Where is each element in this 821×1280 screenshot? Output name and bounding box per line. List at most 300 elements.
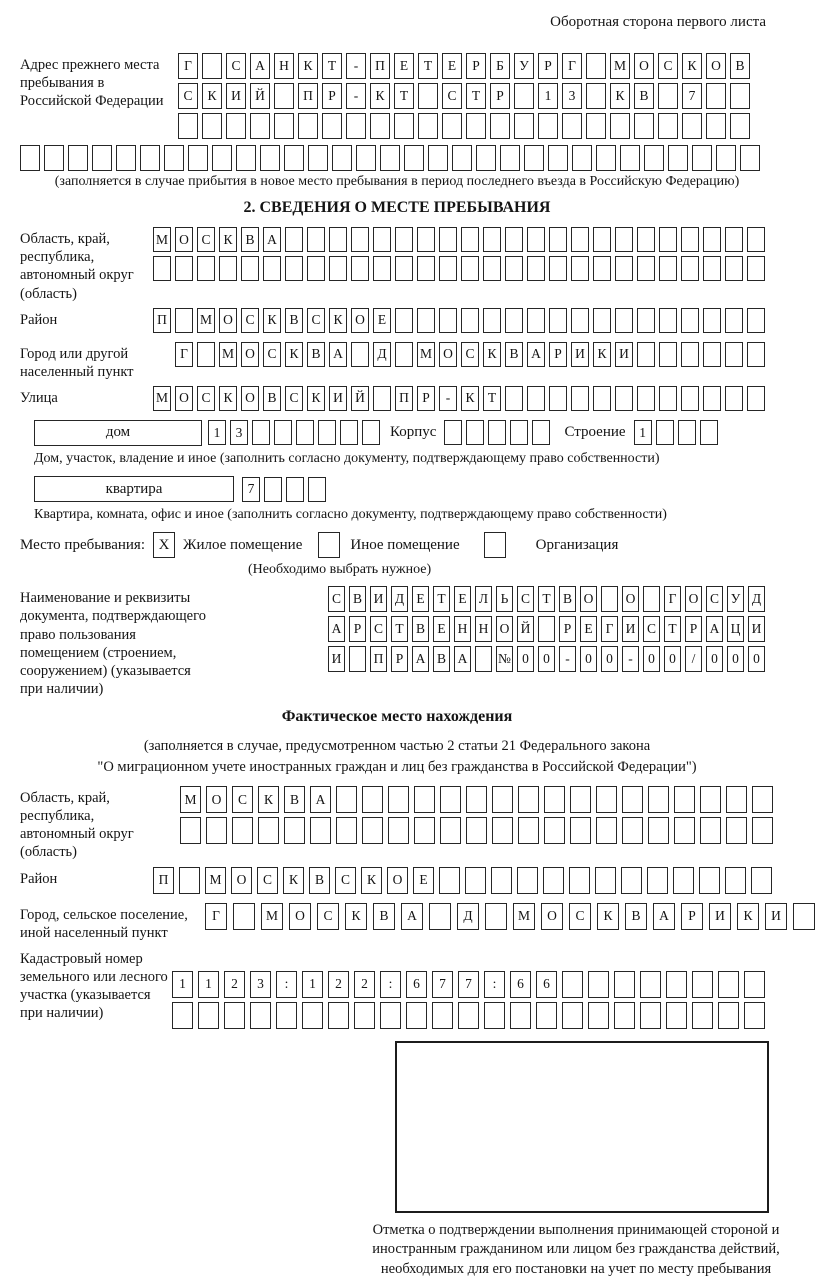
char-cell[interactable]: О (541, 903, 563, 930)
char-cell[interactable] (395, 342, 413, 367)
char-cell[interactable] (692, 145, 712, 171)
char-cell[interactable]: Т (418, 53, 438, 79)
char-cell[interactable] (730, 83, 750, 109)
char-cell[interactable]: О (706, 53, 726, 79)
char-cell[interactable] (678, 420, 696, 445)
checkbox-inoe[interactable] (318, 532, 340, 558)
char-cell[interactable] (588, 1002, 609, 1029)
char-cell[interactable]: 0 (727, 646, 744, 672)
char-cell[interactable] (593, 386, 611, 411)
char-cell[interactable] (681, 308, 699, 333)
char-cell[interactable] (517, 867, 538, 894)
char-cell[interactable] (395, 308, 413, 333)
char-cell[interactable] (452, 145, 472, 171)
char-cell[interactable]: А (328, 616, 345, 642)
char-cell[interactable] (643, 586, 660, 612)
char-cell[interactable]: М (417, 342, 435, 367)
char-cell[interactable]: 2 (328, 971, 349, 998)
char-cell[interactable]: Д (391, 586, 408, 612)
char-cell[interactable]: У (727, 586, 744, 612)
char-cell[interactable] (571, 308, 589, 333)
char-cell[interactable]: 7 (458, 971, 479, 998)
char-cell[interactable]: М (205, 867, 226, 894)
char-cell[interactable] (586, 83, 606, 109)
char-cell[interactable]: 0 (601, 646, 618, 672)
char-cell[interactable] (332, 145, 352, 171)
char-cell[interactable]: В (263, 386, 281, 411)
char-cell[interactable] (610, 113, 630, 139)
char-cell[interactable]: 1 (302, 971, 323, 998)
char-cell[interactable] (549, 308, 567, 333)
char-cell[interactable] (615, 308, 633, 333)
char-cell[interactable]: О (206, 786, 227, 813)
char-cell[interactable]: О (175, 386, 193, 411)
char-cell[interactable]: С (461, 342, 479, 367)
char-cell[interactable] (418, 83, 438, 109)
char-cell[interactable]: Г (178, 53, 198, 79)
char-cell[interactable]: К (682, 53, 702, 79)
char-cell[interactable] (179, 867, 200, 894)
char-cell[interactable]: К (483, 342, 501, 367)
char-cell[interactable]: Е (442, 53, 462, 79)
char-cell[interactable] (634, 113, 654, 139)
char-cell[interactable] (432, 1002, 453, 1029)
char-cell[interactable]: Ь (496, 586, 513, 612)
char-cell[interactable] (318, 420, 336, 445)
char-cell[interactable] (274, 420, 292, 445)
char-cell[interactable] (233, 903, 255, 930)
char-cell[interactable] (500, 145, 520, 171)
char-cell[interactable] (439, 227, 457, 252)
char-cell[interactable] (588, 971, 609, 998)
char-cell[interactable] (622, 817, 643, 844)
char-cell[interactable] (659, 256, 677, 281)
char-cell[interactable]: 6 (406, 971, 427, 998)
char-cell[interactable] (252, 420, 270, 445)
char-cell[interactable]: П (370, 646, 387, 672)
char-cell[interactable]: Г (205, 903, 227, 930)
char-cell[interactable] (648, 817, 669, 844)
char-cell[interactable] (740, 145, 760, 171)
char-cell[interactable] (668, 145, 688, 171)
char-cell[interactable]: К (361, 867, 382, 894)
char-cell[interactable] (336, 817, 357, 844)
char-cell[interactable] (285, 227, 303, 252)
char-cell[interactable] (614, 971, 635, 998)
char-cell[interactable] (373, 256, 391, 281)
char-cell[interactable]: - (559, 646, 576, 672)
char-cell[interactable]: Е (413, 867, 434, 894)
char-cell[interactable] (751, 867, 772, 894)
char-cell[interactable]: Г (601, 616, 618, 642)
char-cell[interactable] (726, 786, 747, 813)
char-cell[interactable]: О (580, 586, 597, 612)
char-cell[interactable]: Е (580, 616, 597, 642)
char-cell[interactable] (571, 227, 589, 252)
char-cell[interactable] (718, 971, 739, 998)
char-cell[interactable]: К (329, 308, 347, 333)
char-cell[interactable]: 0 (517, 646, 534, 672)
char-cell[interactable] (206, 817, 227, 844)
char-cell[interactable]: А (653, 903, 675, 930)
char-cell[interactable]: / (685, 646, 702, 672)
char-cell[interactable]: С (241, 308, 259, 333)
char-cell[interactable]: Г (562, 53, 582, 79)
char-cell[interactable] (647, 867, 668, 894)
char-cell[interactable] (569, 867, 590, 894)
char-cell[interactable]: Р (349, 616, 366, 642)
char-cell[interactable]: И (709, 903, 731, 930)
char-cell[interactable]: М (610, 53, 630, 79)
char-cell[interactable] (264, 477, 282, 502)
char-cell[interactable] (505, 227, 523, 252)
char-cell[interactable]: Т (664, 616, 681, 642)
char-cell[interactable] (637, 386, 655, 411)
char-cell[interactable] (659, 342, 677, 367)
char-cell[interactable] (440, 786, 461, 813)
char-cell[interactable] (527, 308, 545, 333)
char-cell[interactable]: В (412, 616, 429, 642)
char-cell[interactable] (250, 113, 270, 139)
char-cell[interactable]: В (241, 227, 259, 252)
char-cell[interactable]: К (285, 342, 303, 367)
char-cell[interactable] (659, 308, 677, 333)
char-cell[interactable]: Д (748, 586, 765, 612)
char-cell[interactable]: О (241, 342, 259, 367)
char-cell[interactable]: С (569, 903, 591, 930)
char-cell[interactable] (681, 386, 699, 411)
char-cell[interactable] (197, 342, 215, 367)
char-cell[interactable] (444, 420, 462, 445)
char-cell[interactable] (276, 1002, 297, 1029)
char-cell[interactable]: Н (475, 616, 492, 642)
char-cell[interactable]: 1 (198, 971, 219, 998)
char-cell[interactable] (615, 227, 633, 252)
char-cell[interactable] (351, 256, 369, 281)
char-cell[interactable]: С (328, 586, 345, 612)
char-cell[interactable] (362, 786, 383, 813)
char-cell[interactable] (747, 227, 765, 252)
char-cell[interactable] (485, 903, 507, 930)
char-cell[interactable] (703, 342, 721, 367)
char-cell[interactable] (395, 256, 413, 281)
char-cell[interactable]: Д (457, 903, 479, 930)
char-cell[interactable] (532, 420, 550, 445)
char-cell[interactable] (752, 786, 773, 813)
char-cell[interactable] (637, 308, 655, 333)
char-cell[interactable]: Е (454, 586, 471, 612)
char-cell[interactable] (601, 586, 618, 612)
char-cell[interactable] (614, 1002, 635, 1029)
char-cell[interactable]: А (401, 903, 423, 930)
char-cell[interactable]: Т (394, 83, 414, 109)
char-cell[interactable]: 1 (634, 420, 652, 445)
char-cell[interactable] (274, 83, 294, 109)
char-cell[interactable]: О (439, 342, 457, 367)
char-cell[interactable] (659, 386, 677, 411)
char-cell[interactable] (322, 113, 342, 139)
checkbox-org[interactable] (484, 532, 506, 558)
char-cell[interactable]: К (345, 903, 367, 930)
char-cell[interactable] (703, 227, 721, 252)
char-cell[interactable] (308, 145, 328, 171)
char-cell[interactable]: П (395, 386, 413, 411)
char-cell[interactable] (510, 1002, 531, 1029)
char-cell[interactable] (351, 227, 369, 252)
char-cell[interactable] (356, 145, 376, 171)
char-cell[interactable] (349, 646, 366, 672)
char-cell[interactable]: В (634, 83, 654, 109)
char-cell[interactable] (197, 256, 215, 281)
char-cell[interactable]: Е (412, 586, 429, 612)
char-cell[interactable] (747, 386, 765, 411)
char-cell[interactable]: К (219, 386, 237, 411)
char-cell[interactable] (593, 308, 611, 333)
char-cell[interactable]: В (373, 903, 395, 930)
char-cell[interactable]: Й (250, 83, 270, 109)
char-cell[interactable] (232, 817, 253, 844)
char-cell[interactable] (703, 256, 721, 281)
char-cell[interactable] (747, 342, 765, 367)
char-cell[interactable] (703, 308, 721, 333)
char-cell[interactable] (744, 1002, 765, 1029)
char-cell[interactable]: Ц (727, 616, 744, 642)
char-cell[interactable] (725, 227, 743, 252)
char-cell[interactable]: О (685, 586, 702, 612)
char-cell[interactable]: Р (681, 903, 703, 930)
char-cell[interactable]: В (433, 646, 450, 672)
char-cell[interactable]: 6 (536, 971, 557, 998)
char-cell[interactable] (439, 256, 457, 281)
char-cell[interactable] (388, 817, 409, 844)
char-cell[interactable]: И (622, 616, 639, 642)
char-cell[interactable] (514, 83, 534, 109)
char-cell[interactable] (681, 256, 699, 281)
char-cell[interactable] (404, 145, 424, 171)
char-cell[interactable] (620, 145, 640, 171)
char-cell[interactable]: М (513, 903, 535, 930)
char-cell[interactable]: 7 (432, 971, 453, 998)
char-cell[interactable] (571, 256, 589, 281)
char-cell[interactable] (681, 342, 699, 367)
char-cell[interactable]: О (289, 903, 311, 930)
char-cell[interactable]: 7 (242, 477, 260, 502)
char-cell[interactable] (596, 145, 616, 171)
char-cell[interactable] (544, 817, 565, 844)
char-cell[interactable] (572, 145, 592, 171)
char-cell[interactable] (461, 256, 479, 281)
char-cell[interactable] (700, 420, 718, 445)
char-cell[interactable] (442, 113, 462, 139)
char-cell[interactable] (439, 867, 460, 894)
char-cell[interactable]: 7 (682, 83, 702, 109)
char-cell[interactable] (380, 145, 400, 171)
char-cell[interactable] (659, 227, 677, 252)
char-cell[interactable]: В (307, 342, 325, 367)
char-cell[interactable]: А (310, 786, 331, 813)
char-cell[interactable] (644, 145, 664, 171)
char-cell[interactable] (725, 342, 743, 367)
char-cell[interactable]: В (505, 342, 523, 367)
char-cell[interactable] (483, 227, 501, 252)
char-cell[interactable] (586, 113, 606, 139)
char-cell[interactable] (518, 786, 539, 813)
char-cell[interactable] (140, 145, 160, 171)
char-cell[interactable] (198, 1002, 219, 1029)
char-cell[interactable] (429, 903, 451, 930)
char-cell[interactable] (505, 308, 523, 333)
char-cell[interactable] (658, 113, 678, 139)
char-cell[interactable] (380, 1002, 401, 1029)
char-cell[interactable] (621, 867, 642, 894)
char-cell[interactable]: С (442, 83, 462, 109)
char-cell[interactable]: О (231, 867, 252, 894)
char-cell[interactable] (428, 145, 448, 171)
char-cell[interactable]: С (178, 83, 198, 109)
char-cell[interactable] (615, 386, 633, 411)
char-cell[interactable]: : (380, 971, 401, 998)
char-cell[interactable]: И (370, 586, 387, 612)
char-cell[interactable] (373, 386, 391, 411)
char-cell[interactable] (212, 145, 232, 171)
char-cell[interactable] (440, 817, 461, 844)
char-cell[interactable] (518, 817, 539, 844)
char-cell[interactable]: Р (549, 342, 567, 367)
char-cell[interactable] (175, 256, 193, 281)
char-cell[interactable] (296, 420, 314, 445)
char-cell[interactable]: Н (454, 616, 471, 642)
char-cell[interactable]: 0 (748, 646, 765, 672)
char-cell[interactable]: Р (685, 616, 702, 642)
char-cell[interactable]: - (622, 646, 639, 672)
char-cell[interactable] (548, 145, 568, 171)
char-cell[interactable] (716, 145, 736, 171)
char-cell[interactable] (260, 145, 280, 171)
char-cell[interactable]: К (610, 83, 630, 109)
char-cell[interactable]: А (706, 616, 723, 642)
char-cell[interactable]: Д (373, 342, 391, 367)
char-cell[interactable]: К (593, 342, 611, 367)
char-cell[interactable] (491, 867, 512, 894)
char-cell[interactable] (483, 308, 501, 333)
char-cell[interactable]: Р (391, 646, 408, 672)
char-cell[interactable] (514, 113, 534, 139)
char-cell[interactable] (250, 1002, 271, 1029)
char-cell[interactable]: Р (466, 53, 486, 79)
char-cell[interactable] (730, 113, 750, 139)
char-cell[interactable] (458, 1002, 479, 1029)
char-cell[interactable]: 0 (706, 646, 723, 672)
char-cell[interactable] (153, 256, 171, 281)
char-cell[interactable]: : (484, 971, 505, 998)
char-cell[interactable] (476, 145, 496, 171)
char-cell[interactable] (703, 386, 721, 411)
char-cell[interactable] (414, 786, 435, 813)
char-cell[interactable] (116, 145, 136, 171)
char-cell[interactable] (284, 817, 305, 844)
char-cell[interactable]: И (328, 646, 345, 672)
char-cell[interactable] (484, 1002, 505, 1029)
char-cell[interactable]: П (298, 83, 318, 109)
char-cell[interactable]: О (496, 616, 513, 642)
char-cell[interactable]: - (346, 53, 366, 79)
char-cell[interactable]: 0 (664, 646, 681, 672)
char-cell[interactable]: К (597, 903, 619, 930)
char-cell[interactable]: 0 (580, 646, 597, 672)
char-cell[interactable] (700, 817, 721, 844)
char-cell[interactable] (346, 113, 366, 139)
char-cell[interactable] (682, 113, 702, 139)
char-cell[interactable]: К (461, 386, 479, 411)
char-cell[interactable]: И (765, 903, 787, 930)
char-cell[interactable] (310, 817, 331, 844)
char-cell[interactable] (286, 477, 304, 502)
char-cell[interactable]: Г (175, 342, 193, 367)
char-cell[interactable]: А (329, 342, 347, 367)
char-cell[interactable] (263, 256, 281, 281)
char-cell[interactable]: М (153, 386, 171, 411)
char-cell[interactable] (68, 145, 88, 171)
char-cell[interactable]: С (317, 903, 339, 930)
char-cell[interactable] (475, 646, 492, 672)
char-cell[interactable] (747, 256, 765, 281)
char-cell[interactable] (596, 786, 617, 813)
char-cell[interactable]: И (226, 83, 246, 109)
char-cell[interactable] (505, 256, 523, 281)
char-cell[interactable]: Е (394, 53, 414, 79)
char-cell[interactable]: 0 (538, 646, 555, 672)
char-cell[interactable]: М (261, 903, 283, 930)
char-cell[interactable]: О (351, 308, 369, 333)
char-cell[interactable]: Т (483, 386, 501, 411)
char-cell[interactable]: С (658, 53, 678, 79)
char-cell[interactable]: О (175, 227, 193, 252)
char-cell[interactable]: А (263, 227, 281, 252)
char-cell[interactable]: Р (559, 616, 576, 642)
char-cell[interactable]: Т (433, 586, 450, 612)
char-cell[interactable]: Т (538, 586, 555, 612)
char-cell[interactable] (236, 145, 256, 171)
char-cell[interactable] (417, 256, 435, 281)
char-cell[interactable] (527, 227, 545, 252)
char-cell[interactable] (307, 256, 325, 281)
char-cell[interactable]: С (370, 616, 387, 642)
char-cell[interactable] (340, 420, 358, 445)
char-cell[interactable] (414, 817, 435, 844)
char-cell[interactable] (699, 867, 720, 894)
char-cell[interactable] (258, 817, 279, 844)
char-cell[interactable] (692, 1002, 713, 1029)
char-cell[interactable]: А (527, 342, 545, 367)
char-cell[interactable] (466, 113, 486, 139)
char-cell[interactable] (726, 817, 747, 844)
char-cell[interactable] (336, 786, 357, 813)
char-cell[interactable]: 1 (538, 83, 558, 109)
char-cell[interactable]: С (257, 867, 278, 894)
char-cell[interactable] (571, 386, 589, 411)
char-cell[interactable] (637, 227, 655, 252)
char-cell[interactable]: П (153, 867, 174, 894)
char-cell[interactable] (637, 342, 655, 367)
char-cell[interactable]: И (615, 342, 633, 367)
char-cell[interactable] (492, 817, 513, 844)
char-cell[interactable] (595, 867, 616, 894)
char-cell[interactable]: Т (466, 83, 486, 109)
char-cell[interactable]: М (180, 786, 201, 813)
char-cell[interactable]: 6 (510, 971, 531, 998)
char-cell[interactable]: Т (322, 53, 342, 79)
char-cell[interactable]: № (496, 646, 513, 672)
